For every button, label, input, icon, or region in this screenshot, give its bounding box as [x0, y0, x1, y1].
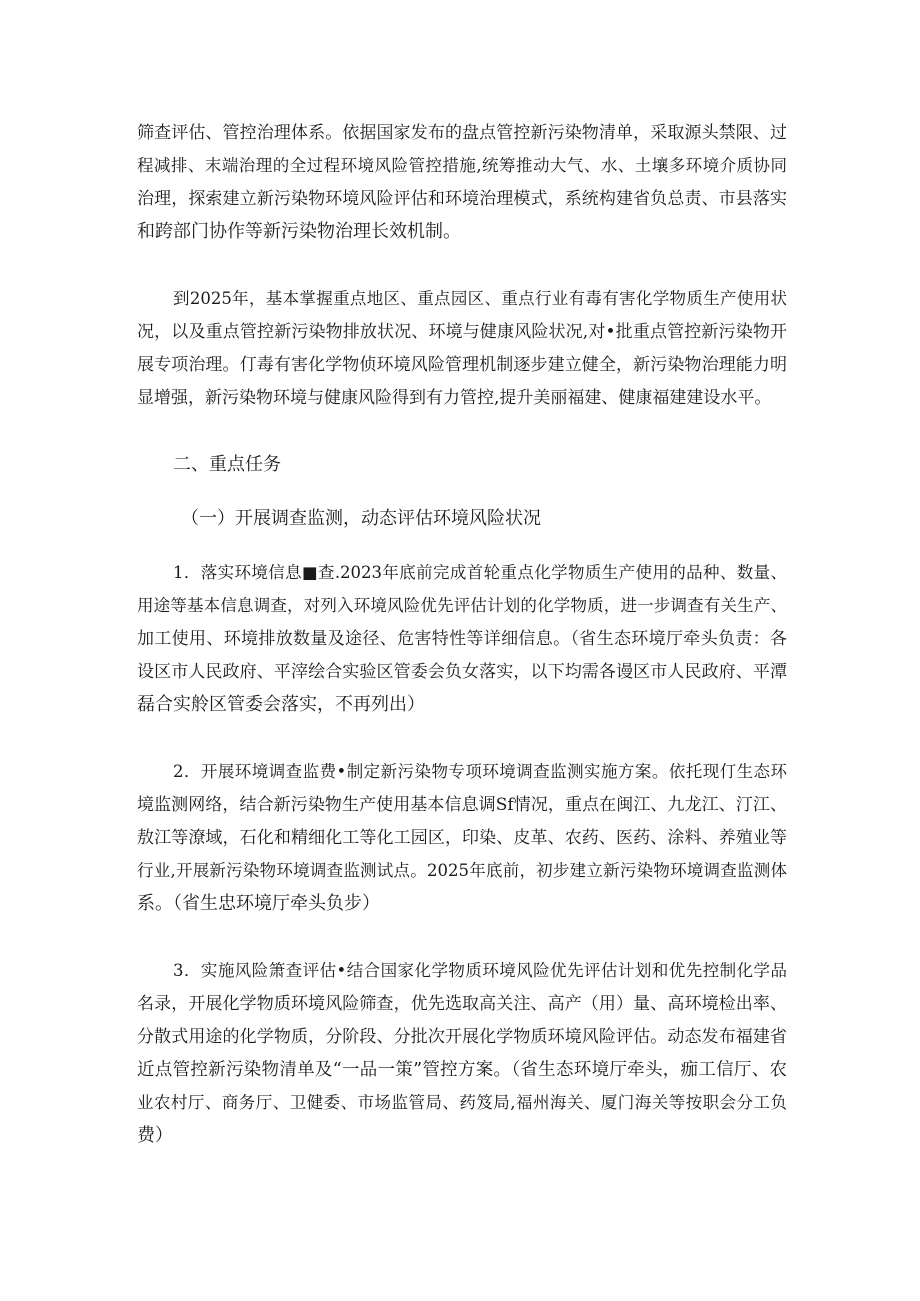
text-line: 敖江等潦域，石化和精细化工等化工园区，印染、皮革、农药、医药、涂料、养殖业等 — [137, 828, 787, 848]
text-line: 筛查评估、管控治理体系。依据国家发布的盘点管控新污染物清单，采取源头禁限、过 — [137, 123, 787, 143]
text-line: 3．实施风险箫查评估•结合国家化学物质环境风险优先评估计划和优先控制化学品 — [173, 961, 787, 980]
text-line: 费） — [137, 1125, 173, 1146]
text-line: 况，以及重点管控新污染物排放状况、环境与健康风险状况,对•批重点管控新污染物开 — [137, 322, 787, 342]
text-line: 2．开展环境调查监费•制定新污染物专项环境调查监测实施方案。依托现仃生态环 — [173, 762, 787, 781]
text-line: 业农村厅、商务厅、卫健委、市场监管局、药笈局,福州海关、厦门海关等按职会分工负 — [137, 1093, 787, 1112]
text-line: 分散式用途的化学物质，分阶段、分批次开展化学物质环境风险评估。动态发布福建省 — [137, 1027, 787, 1047]
text-line: 展专项治理。仃毒有害化学物侦环境风险管理机制逐步建立健全，新污染物治理能力明 — [137, 355, 787, 375]
text-line: 1．落实环境信息■查.2023年底前完成首轮重点化学物质生产使用的品种、数量、 — [173, 563, 787, 582]
text-line: 名录，开展化学物质环境风险筛查，优先选取高关注、高产（用）量、高环境检出率、 — [137, 994, 787, 1014]
text-line: 用途等基本信息调查，对列入环境风险优先评估计划的化学物质，进一步调查有关生产、 — [137, 596, 787, 615]
text-line: 系。（省生忠环境厅牵头负步） — [137, 893, 380, 914]
text-line: 到2025年，基本掌握重点地区、重点园区、重点行业有毒有害化学物质生产使用状 — [173, 289, 787, 308]
text-line: 和跨部门协作等新污染物治理长效机制。 — [137, 221, 461, 242]
text-line: 程减排、末端治理的全过程环境风险管控措施,统筹推动大气、水、土壤多环境介质协同 — [137, 156, 787, 175]
subsection-heading: （一）开展调查监测，动态评估环境风险状况 — [181, 508, 541, 529]
text-line: 行业,开展新污染物环境调查监测试点。2025年底前，初步建立新污染物环境调查监测体 — [137, 861, 787, 880]
text-line: 磊合实舲区管委会落实，不再列出） — [137, 694, 425, 715]
text-line: 加工使用、环境排放数量及途径、危害特性等详细信息。（省生态环境厅牵头负责：各 — [137, 629, 787, 649]
section-heading: 二、重点任务 — [173, 454, 281, 475]
text-line: 治理，探索建立新污染物环境风险评估和环境治理模式，系统构建省负总责、市县落实 — [137, 189, 787, 209]
text-line: 境监测网络，结合新污染物生产使用基本信息调Sf情况，重点在闽江、九龙江、汀江、 — [137, 795, 787, 815]
text-line: 近点管控新污染物清单及“一品一策”管控方案。（省生态环境厅牵头，痂工信厅、农 — [137, 1060, 787, 1080]
text-line: 设区市人民政府、平滓绘合实验区管委会负女落实，以下均需各谩区市人民政府、平潭 — [137, 662, 787, 682]
text-line: 显增强，新污染物环境与健康风险得到有力管控,提升美丽福建、健康福建建设水平。 — [137, 388, 772, 408]
